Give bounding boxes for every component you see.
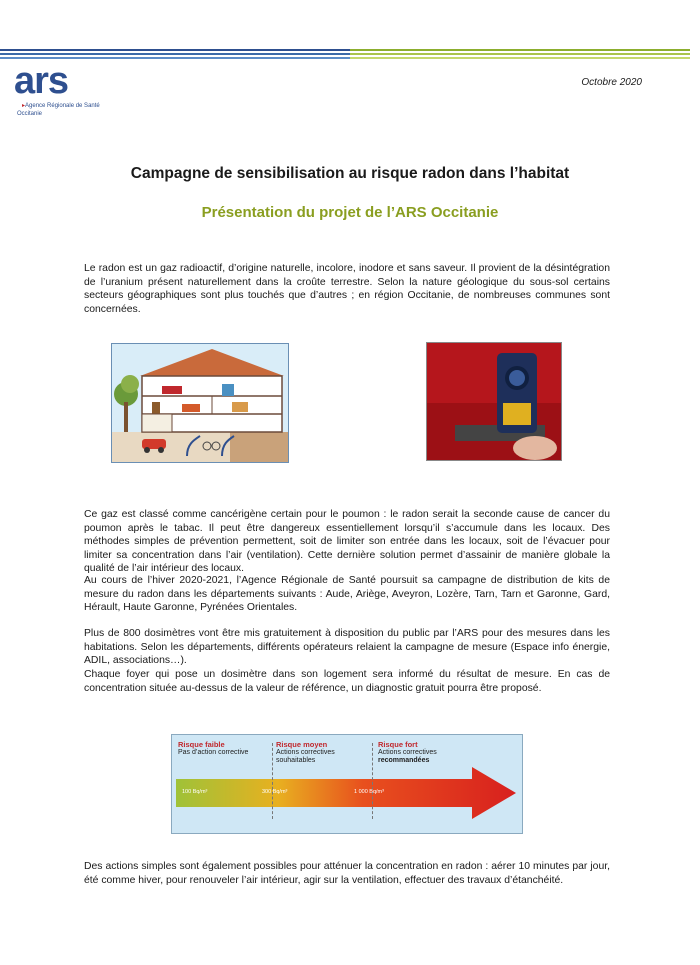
- house-drawing: [112, 344, 288, 462]
- stripe-blue-2: [0, 53, 350, 55]
- risk-low-title: Risque faible: [178, 740, 225, 749]
- logo-ars-letters: ars: [14, 60, 69, 102]
- threshold-300: 300 Bq/m³: [262, 789, 288, 795]
- logo-subtitle: ▸Agence Régionale de Santé: [22, 103, 100, 109]
- stripe-blue: [0, 49, 350, 51]
- paragraph-actions: Des actions simples sont également possibles pour atténuer la concentration en radon : aérer 10 minutes par jour, été comme hiver, pour renouveler l’air intérieur, agir sur la ventilation, effectuer des travaux d’étanchéité.: [84, 861, 610, 886]
- scale-divider-high: [372, 743, 373, 819]
- header-stripes: [0, 49, 700, 63]
- paragraph-results: Chaque foyer qui pose un dosimètre dans son logement sera informé du résultat de mesure. En cas de concentration située au-dessus de la valeur de référence, un diagnostic gratuit pourra être proposé.: [84, 669, 610, 694]
- document-date: Octobre 2020: [581, 77, 642, 88]
- risk-high-title: Risque fort: [378, 740, 418, 749]
- risk-high: [378, 741, 437, 765]
- logo-region: Occitanie: [17, 111, 43, 117]
- threshold-1000: 1 000 Bq/m³: [354, 789, 384, 795]
- ars-logo: [14, 60, 114, 126]
- risk-mid: [276, 741, 335, 765]
- dosimeter-photo: [426, 342, 562, 461]
- risk-high-desc2: recommandées: [378, 757, 430, 764]
- paragraph-intro: Le radon est un gaz radioactif, d’origine naturelle, incolore, inodore et sans saveur. Il provient de la désintégration de l’uranium présent naturellement dans la croûte terrestre. Selon la nature géologique du sous-sol certains secteurs géographiques sont plus touchés que d’autres ; en région Occitanie, de nombreuses communes sont concernées.: [84, 263, 610, 315]
- stripe-green-3: [350, 57, 690, 59]
- stripe-blue-3: [0, 57, 350, 59]
- radon-risk-scale: [171, 734, 523, 834]
- risk-mid-desc1: Actions correctives: [276, 749, 335, 756]
- paragraph-health-risk: Ce gaz est classé comme cancérigène certain pour le poumon : le radon serait la seconde cause de cancer du poumon après le tabac. Il peut être dangereux essentiellement lorsqu’il s’accumule dans les locaux. Des méthodes simples de prévention permettent, soit de limiter son entrée dans les locaux, soit de l’évacuer pour limiter sa concentration dans l’air (ventilation). Cette dernière solution permet d’assainir de manière globale la qualité de l’air intérieur des locaux.: [84, 509, 610, 574]
- document-title: Campagne de sensibilisation au risque radon dans l’habitat: [130, 165, 570, 182]
- logo-agency-name: Agence Régionale de Santé: [25, 103, 100, 109]
- stripe-green-2: [350, 53, 690, 55]
- paragraph-campaign: Au cours de l’hiver 2020-2021, l’Agence Régionale de Santé poursuit sa campagne de distribution de kits de mesure du radon dans les départements suivants : Aude, Ariège, Aveyron, Lozère, Tarn, Tarn et Garonne, Gard, Hérault, Haute Garonne, Pyrénées Orientales.: [84, 575, 610, 613]
- risk-low: [178, 741, 248, 757]
- risk-mid-desc2: souhaitables: [276, 757, 316, 764]
- radon-house-illustration: [111, 343, 289, 463]
- risk-high-desc1: Actions correctives: [378, 749, 437, 756]
- dosimeter-drawing: [427, 343, 561, 460]
- document-subtitle: Présentation du projet de l’ARS Occitanie: [201, 204, 499, 221]
- risk-mid-title: Risque moyen: [276, 740, 328, 749]
- scale-divider-mid: [272, 743, 273, 819]
- stripe-green: [350, 49, 690, 51]
- paragraph-dosimeters: Plus de 800 dosimètres vont être mis gratuitement à disposition du public par l’ARS pour des mesures dans les habitations. Selon les départements, différents opérateurs relaient la campagne de mesure (Espace info énergie, ADIL, associations…).: [84, 628, 610, 666]
- risk-low-desc: Pas d’action corrective: [178, 749, 249, 756]
- threshold-100: 100 Bq/m³: [182, 789, 208, 795]
